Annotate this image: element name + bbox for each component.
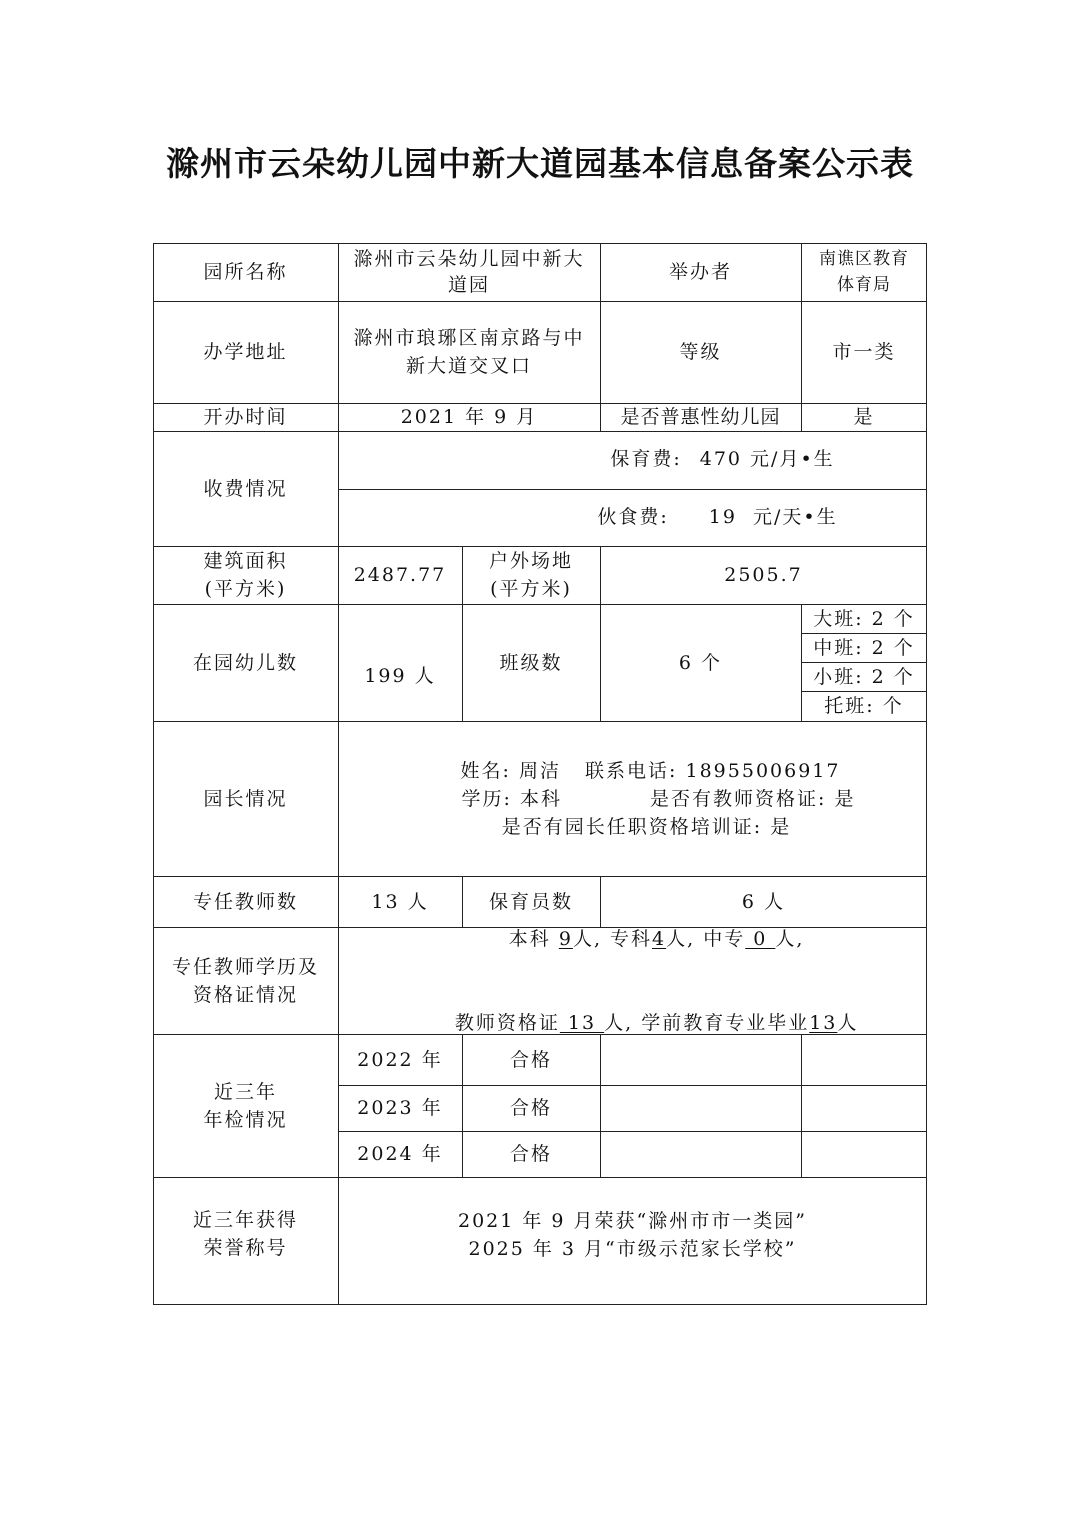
honors-value: 2021 年 9 月荣获“滁州市市一类园” 2025 年 3 月“市级示范家长学校” <box>458 1209 807 1260</box>
caregiver-count-value: 6 人 <box>741 890 786 913</box>
qualification-label: 专任教师学历及 资格证情况 <box>171 955 319 1006</box>
childcare-fee: 保育费: 470 元/月•生 <box>610 448 835 470</box>
teacher-count-label: 专任教师数 <box>192 890 298 913</box>
inspection-result: 合格 <box>509 1143 552 1165</box>
children-count-label: 在园幼儿数 <box>192 651 298 674</box>
class-count-value: 6 个 <box>678 651 723 674</box>
level-value: 市一类 <box>832 341 896 363</box>
children-count-value: 199 人 <box>364 664 436 687</box>
teacher-count-value: 13 人 <box>371 890 429 913</box>
building-area-label: 建筑面积 (平方米) <box>203 550 288 600</box>
building-area-value: 2487.77 <box>353 564 447 586</box>
class-count-label: 班级数 <box>499 651 563 674</box>
director-training: 是否有园长任职资格培训证: 是 <box>501 815 792 838</box>
address-value: 滁州市琅琊区南京路与中 新大道交叉口 <box>353 327 585 377</box>
sponsor-value: 南谯区教育 体育局 <box>819 249 909 295</box>
director-label: 园长情况 <box>203 787 288 810</box>
director-name-phone: 姓名: 周洁 联系电话: 18955006917 <box>460 759 841 782</box>
class-breakdown-item: 托班: 个 <box>824 695 904 717</box>
opening-date-value: 2021 年 9 月 <box>400 406 538 428</box>
inclusive-label: 是否普惠性幼儿园 <box>620 406 781 428</box>
inspection-result: 合格 <box>509 1048 552 1071</box>
page-title: 滁州市云朵幼儿园中新大道园基本信息备案公示表 <box>166 144 914 183</box>
class-breakdown-item: 小班: 2 个 <box>813 665 915 688</box>
inspection-year: 2022 年 <box>357 1048 443 1071</box>
meal-fee: 伙食费: 19 元/天•生 <box>597 506 838 528</box>
address-label: 办学地址 <box>203 341 288 363</box>
fees-label: 收费情况 <box>203 477 288 500</box>
inspection-year: 2024 年 <box>357 1143 443 1165</box>
director-info <box>338 721 927 876</box>
director-education: 学历: 本科 是否有教师资格证: 是 <box>461 787 856 810</box>
info-table <box>153 243 927 1305</box>
honors-label: 近三年获得 荣誉称号 <box>192 1208 298 1259</box>
inspection-result: 合格 <box>509 1097 552 1119</box>
class-breakdown-item: 大班: 2 个 <box>813 607 915 630</box>
inclusive-value: 是 <box>853 406 875 428</box>
class-breakdown-item: 中班: 2 个 <box>813 636 915 659</box>
opening-date-label: 开办时间 <box>203 406 288 428</box>
caregiver-count-label: 保育员数 <box>488 890 573 913</box>
kindergarten-name-label: 园所名称 <box>203 261 288 283</box>
level-label: 等级 <box>679 341 722 363</box>
kindergarten-name-value: 滁州市云朵幼儿园中新大 道园 <box>353 248 585 296</box>
education-breakdown: 本科 9人, 专科4人, 中专 0 人, <box>508 927 805 950</box>
certificate-breakdown: 教师资格证 13 人, 学前教育专业毕业13人 <box>454 1011 859 1034</box>
outdoor-area-value: 2505.7 <box>724 564 803 586</box>
table-border-bottom <box>153 1304 927 1305</box>
sponsor-label: 举办者 <box>668 261 732 283</box>
outdoor-area-label: 户外场地 (平方米) <box>488 550 573 600</box>
qualification-info <box>338 927 927 1034</box>
inspection-year: 2023 年 <box>357 1097 443 1119</box>
inspection-label: 近三年 年检情况 <box>203 1080 288 1131</box>
